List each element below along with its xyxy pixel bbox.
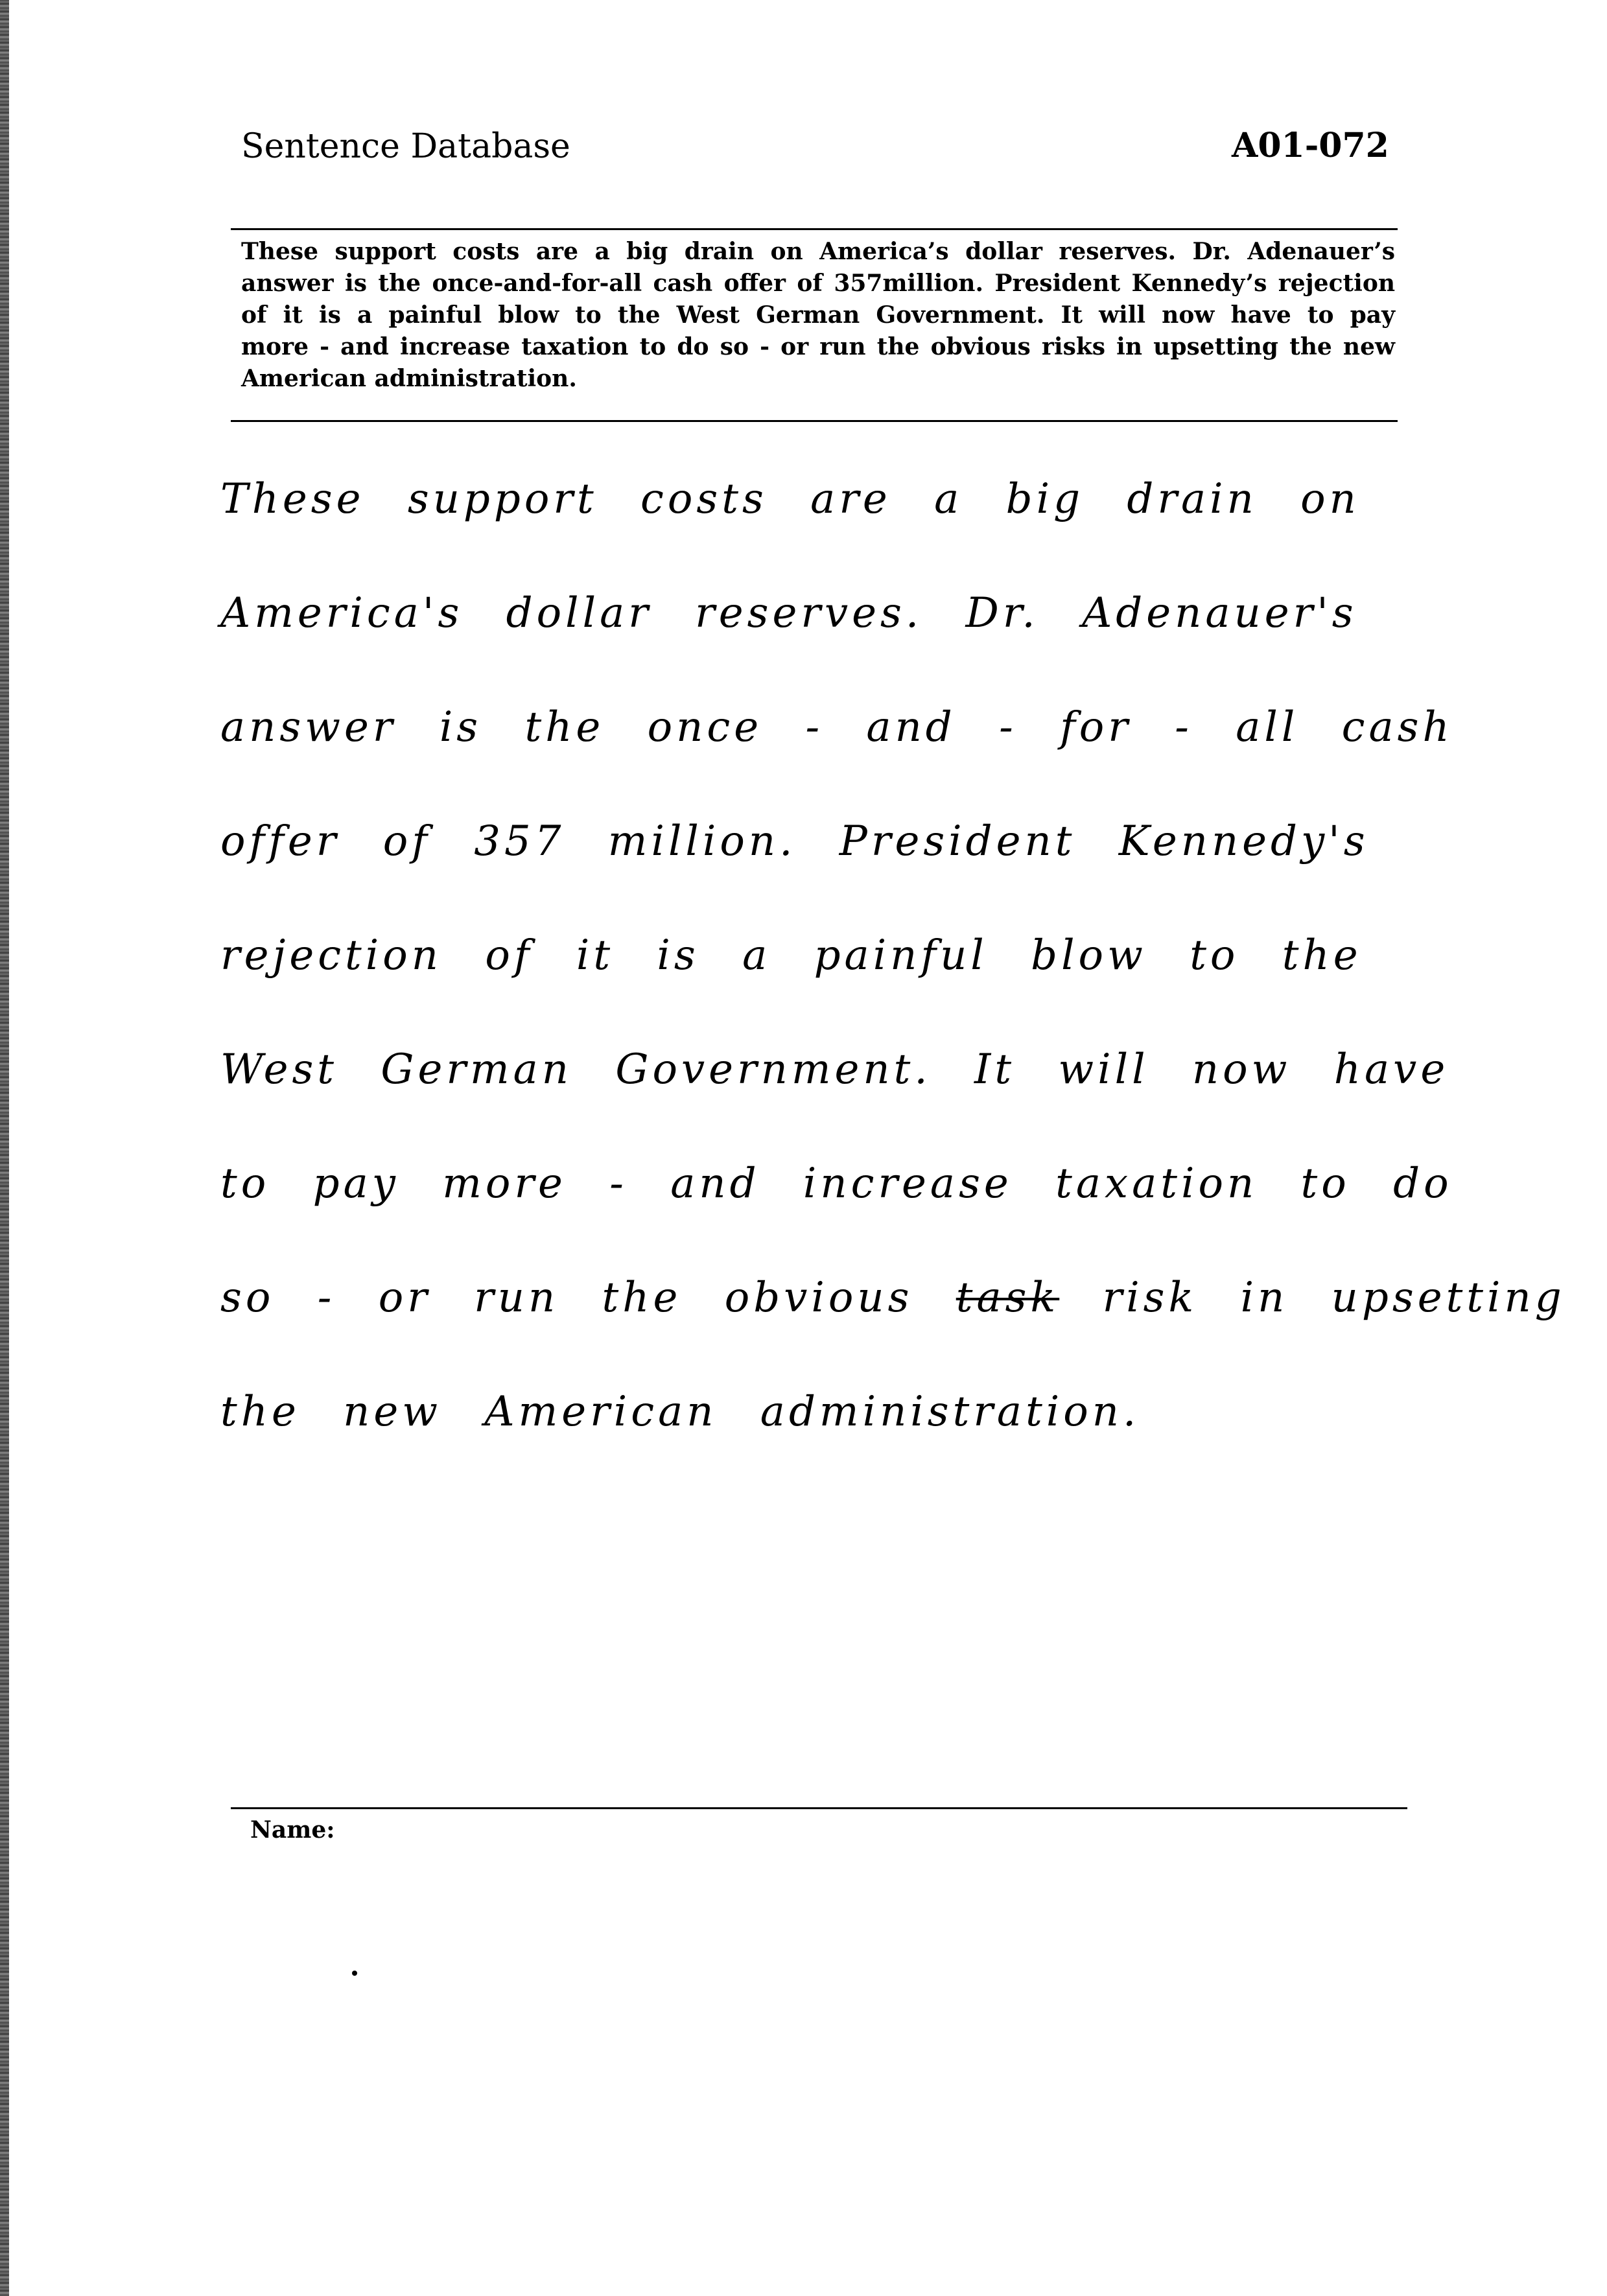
handwritten-line: offer of 357 million. President Kennedy's bbox=[220, 817, 1369, 865]
printed-line: more - and increase taxation to do so - or run the obvious risks in upsetting the new bbox=[241, 333, 1395, 360]
signature-rule bbox=[231, 1807, 1407, 1809]
name-label: Name: bbox=[250, 1816, 335, 1844]
top-rule bbox=[231, 228, 1398, 230]
printed-line: of it is a painful blow to the West German Government. It will now have to pay bbox=[241, 301, 1395, 329]
handwritten-line: These support costs are a big drain on bbox=[220, 475, 1360, 523]
crossed-out-word: task bbox=[956, 1274, 1060, 1322]
printed-text-block bbox=[241, 236, 1395, 395]
handwritten-line: answer is the once - and - for - all cash bbox=[220, 703, 1453, 751]
handwritten-line-with-correction bbox=[220, 1265, 1566, 1379]
handwritten-line: America's dollar reserves. Dr. Adenauer's bbox=[220, 589, 1357, 637]
printed-line: American administration. bbox=[241, 365, 577, 392]
handwritten-line: rejection of it is a painful blow to the bbox=[220, 931, 1362, 979]
handwritten-segment: so - or run the obvious bbox=[220, 1274, 913, 1322]
handwritten-line: to pay more - and increase taxation to do bbox=[220, 1160, 1453, 1208]
printed-line: answer is the once-and-for-all cash offer of 357million. President Kennedy’s rejection bbox=[241, 270, 1395, 297]
scan-edge-artifact bbox=[0, 0, 9, 2296]
handwritten-line: the new American administration. bbox=[220, 1388, 1140, 1436]
printed-line: These support costs are a big drain on America’s dollar reserves. Dr. Adenauer’s bbox=[241, 238, 1395, 265]
form-id: A01-072 bbox=[1232, 126, 1389, 165]
middle-rule bbox=[231, 420, 1398, 422]
page-title: Sentence Database bbox=[241, 127, 570, 166]
stray-mark bbox=[352, 1971, 357, 1976]
handwritten-text-block bbox=[220, 467, 1566, 1494]
handwritten-line: West German Government. It will now have bbox=[220, 1046, 1449, 1094]
handwritten-segment: risk in upsetting bbox=[1102, 1274, 1566, 1322]
